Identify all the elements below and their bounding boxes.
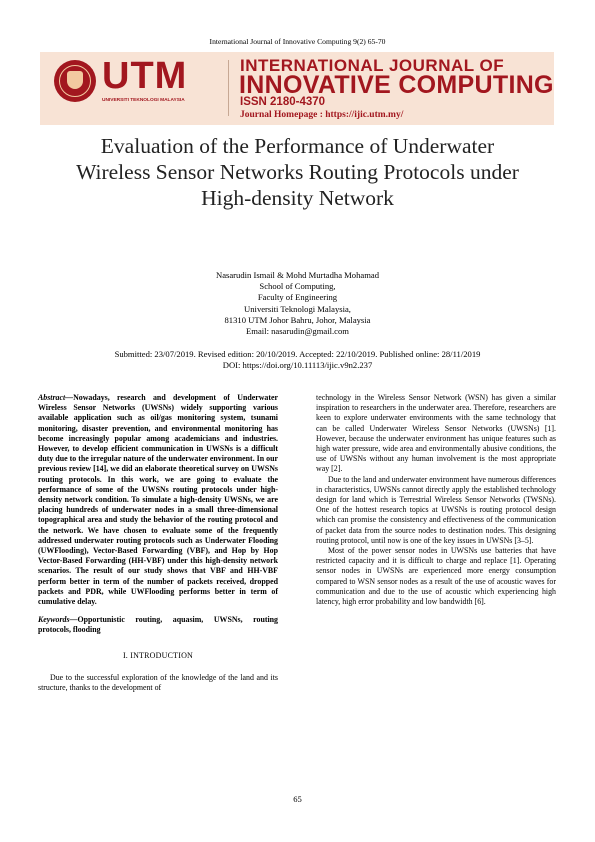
utm-seal-icon <box>54 60 96 102</box>
doi-link[interactable]: DOI: https://doi.org/10.11113/ijic.v9n2.237 <box>222 360 373 371</box>
author-address: 81310 UTM Johor Bahru, Johor, Malaysia <box>224 314 371 325</box>
keywords-text: Opportunistic routing, aquasim, UWSNs, routing protocols, flooding <box>38 615 278 635</box>
abstract <box>38 393 278 607</box>
keywords <box>38 615 278 635</box>
keywords-label: Keywords— <box>38 615 78 625</box>
journal-homepage-link[interactable]: Journal Homepage : https://ijic.utm.my/ <box>240 110 404 120</box>
journal-name-line1: INTERNATIONAL JOURNAL OF <box>240 56 505 75</box>
section-heading-introduction: I. INTRODUCTION <box>122 650 194 660</box>
publication-dates <box>0 349 595 371</box>
title-line: Evaluation of the Performance of Underwater <box>100 134 495 158</box>
title-line: Wireless Sensor Networks Routing Protocols under <box>76 160 519 184</box>
author-school: School of Computing, <box>259 281 336 292</box>
author-block <box>0 270 595 337</box>
author-faculty: Faculty of Engineering <box>257 292 338 303</box>
running-header: International Journal of Innovative Computing 9(2) 65-70 <box>209 37 386 46</box>
body-paragraph: Due to the land and underwater environment have numerous differences in characteristics, UWSNs cannot directly apply the established technology design for land which is Terrestrial Wireless Sensor Networks (TWSNs). One of the hottest research topics at UWSNs is routing protocol design which can promise the consistency and effectiveness of the communication of packet data from the source nodes to destination nodes. This designing routing protocol, until now is one of the key issues in UWSNs [3–5]. <box>316 474 556 545</box>
utm-logo-text: UTM <box>102 55 188 97</box>
journal-banner <box>40 52 554 125</box>
author-names: Nasarudin Ismail & Mohd Murtadha Mohamad <box>215 270 379 280</box>
right-column <box>316 393 556 607</box>
body-paragraph: technology in the Wireless Sensor Network (WSN) has given a similar inspiration to researchers in the underwater area. Therefore, researchers are keen to explore underwater environments with the same technology that can be called Underwater Wireless Sensor Networks (UWSNs) [1]. However, because the underwater environment has unique features such as high water pressure, wide area and environmentally abusive conditions, the use of UWSNs without any human involvement is the most appropriate way [2]. <box>316 393 556 474</box>
abstract-label: Abstract— <box>38 393 74 402</box>
journal-issn: ISSN 2180-4370 <box>240 96 326 108</box>
left-column <box>38 393 278 693</box>
banner-divider <box>228 60 229 116</box>
page-number: 65 <box>293 794 302 804</box>
body-paragraph: Due to the successful exploration of the knowledge of the land and its structure, thanks to the development of <box>38 672 278 693</box>
utm-logo <box>54 55 224 112</box>
paper-title <box>30 133 565 211</box>
author-email: Email: nasarudin@gmail.com <box>246 326 349 337</box>
utm-logo-subtext: UNIVERSITI TEKNOLOGI MALAYSIA <box>102 98 185 103</box>
author-university: Universiti Teknologi Malaysia, <box>244 303 351 314</box>
journal-name-line2: INNOVATIVE COMPUTING <box>239 71 554 99</box>
abstract-text: Nowadays, research and development of Underwater Wireless Sensor Networks (UWSNs) widely supporting various available application such as oil/gas monitoring system, tsunami monitoring, disaster prevention, and environmental monitoring has become increasingly popular among academicians and industries. However, to develop efficient communication in UWSNs is a difficult duty due to the irregular nature of the underwater environment. In our previous review [14], we did an elaborate theoretical survey on UWSNs routing protocols. In this work, we are going to evaluate the performance of some of the UWSNs routing protocols under high-density network condition. To simulate a high-density UWSNs, we are placing hundreds of underwater nodes in a small three-dimensional topographical area and study the behavior of the routing protocol and the network. We have chosen to evaluate some of the frequently addressed underwater routing protocols such as Underwater Flooding (UWFlooding), Vector-Based Forwarding (VBF), and Hop by Hop Vector-Based Forwarding (HH-VBF) under this high-density network scenarios. The result of our study shows that VBF and HH-VBF perform better in term of the number of packets received, dropped packets and PDR, while UWFlooding performs better in term of cumulative delay. <box>38 393 278 607</box>
title-line: High-density Network <box>201 186 394 210</box>
submission-dates: Submitted: 23/07/2019. Revised edition: 20/10/2019. Accepted: 22/10/2019. Published online: 28/11/2019 <box>114 349 481 359</box>
body-paragraph: Most of the power sensor nodes in UWSNs use batteries that have restricted capacity and it is difficult to charge and replace [1]. Operating sensor nodes in UWSNs are experienced more energy consumption compared to WSN sensor nodes as a result of the use of acoustic waves for communication and due to the use of acoustic which experiencing high latency, high error probability and low bandwidth [6]. <box>316 546 556 607</box>
